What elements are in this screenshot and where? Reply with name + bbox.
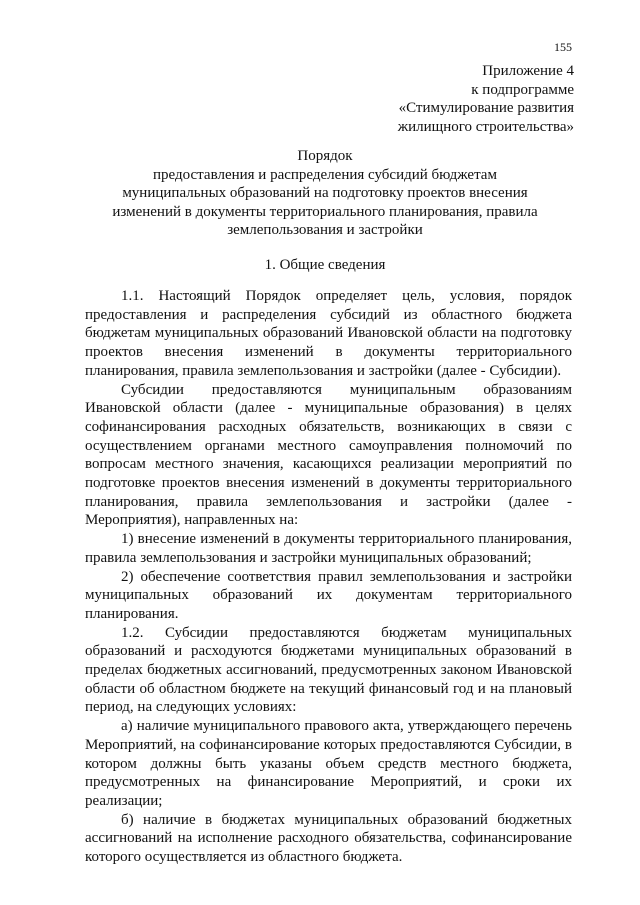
title-subtitle-line: землепользования и застройки xyxy=(227,222,423,238)
appendix-line: «Стимулирование развития xyxy=(398,100,574,116)
page-number: 155 xyxy=(554,40,572,54)
paragraph: 1.1. Настоящий Порядок определяет цель, условия, порядок предоставления и распределения субсидий из областного бюджета бюджетам муниципальных образований Ивановской области на подготовку проектов внесения изменений в документы территориального планирования, правила землепользования и застройки (далее - Субсидии). xyxy=(85,288,572,379)
paragraph: 1.2. Субсидии предоставляются бюджетам муниципальных образований и расходуются бюджетами муниципальных образований в пределах бюджетных ассигнований, предусмотренных законом Ивановской области об областном бюджете на текущий финансовый год и на плановый период, на следующих условиях: xyxy=(85,624,572,716)
appendix-block xyxy=(398,62,574,136)
title-subtitle-line: изменений в документы территориального планирования, правила xyxy=(112,203,538,220)
paragraph: а) наличие муниципального правового акта, утверждающего перечень Мероприятий, на софинансирование которых предоставляются Субсидии, в котором должны быть указаны объем средств местного бюджета, предусмотренных на финансирование Мероприятий, и сроки их реализации; xyxy=(85,718,572,809)
title-subtitle-line: предоставления и распределения субсидий бюджетам xyxy=(153,166,497,183)
appendix-line: жилищного строительства» xyxy=(397,118,574,135)
paragraph: б) наличие в бюджетах муниципальных образований бюджетных ассигнований на исполнение расходного обязательства, софинансирование которого осуществляется из областного бюджета. xyxy=(85,811,572,866)
paragraph: 2) обеспечение соответствия правил землепользования и застройки муниципальных образований их документам территориального планирования. xyxy=(85,568,572,622)
appendix-line: Приложение 4 xyxy=(482,63,574,79)
document-title xyxy=(60,147,590,240)
title-heading: Порядок xyxy=(297,148,353,164)
body-text xyxy=(85,287,572,867)
paragraph: Субсидии предоставляются муниципальным образованиям Ивановской области (далее - муниципальные образования) в целях софинансирования расходных обязательств, возникающих в связи с осуществлением органами местного самоуправления полномочий по вопросам местного значения, касающихся реализации мероприятий по подготовке проектов внесения изменений в документы территориального планирования, правила землепользования и застройки (далее - Мероприятия), направленных на: xyxy=(85,381,572,529)
section-heading: 1. Общие сведения xyxy=(264,257,386,273)
title-subtitle-line: муниципальных образований на подготовку проектов внесения xyxy=(122,185,528,201)
paragraph: 1) внесение изменений в документы территориального планирования, правила землепользования и застройки муниципальных образований; xyxy=(85,531,572,566)
appendix-line: к подпрограмме xyxy=(471,81,574,98)
